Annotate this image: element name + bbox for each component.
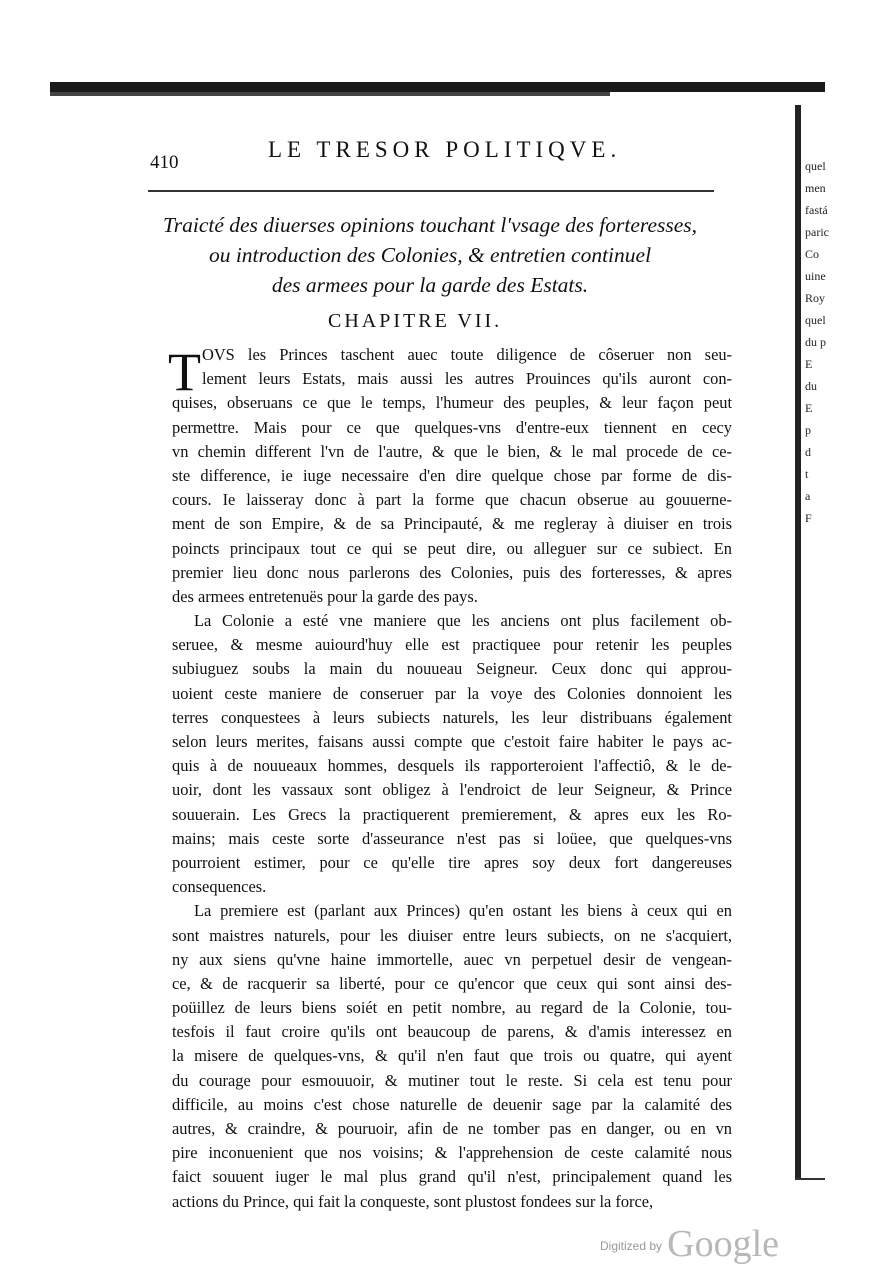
margin-fragment: paric [805, 225, 829, 239]
text-line: la misere de quelques-vns, & qu'il n'en faut que trois ou quatre, qui ayent [172, 1046, 732, 1066]
text-line: poincts principaux tout ce qui se peut dire, ou alleguer sur ce subiect. En [172, 538, 732, 558]
margin-fragment: quel [805, 313, 826, 327]
text-line: poüillez de leurs biens soiét en petit nombre, au regard de la Colonie, tou- [172, 998, 732, 1018]
text-line: actions du Prince, qui fait la conqueste, sont plustost fondees sur la force, [172, 1191, 654, 1211]
text-line: pire inconuenient que nos voisins; & l'apprehension de ceste calamité nous [172, 1143, 732, 1163]
margin-fragment: t [805, 467, 809, 481]
text-line: ste difference, ie iuge necessaire d'en dire quelque chose par forme de dis- [172, 465, 732, 485]
text-line: faict souuent iuger le mal plus grand qu'il n'est, principalement quand les [172, 1167, 732, 1187]
text-line: sont maistres naturels, pour les diuiser entre leurs subiects, on ne s'acquiert, [172, 925, 732, 945]
text-line: quis à de nouueaux hommes, desquels ils rapporteroient l'affectiô, & le de- [172, 756, 732, 776]
text-line: autres, & craindre, & pouruoir, afin de ne tomber pas en danger, ou en vn [172, 1119, 732, 1138]
gutter-bottom-mark [795, 1178, 825, 1180]
text-line: uoient ceste maniere de conseruer par la voye des Colonies donnoient les [172, 683, 732, 703]
margin-fragment: d [805, 445, 811, 459]
margin-fragment: uine [805, 269, 826, 283]
digitized-by-google-watermark [600, 1222, 779, 1266]
text-line: OVS les Princes taschent auec toute diligence de côseruer non seu- [202, 345, 732, 364]
watermark-prefix: Digitized by [600, 1239, 663, 1253]
margin-fragment: quel [805, 159, 826, 173]
text-line: subiuguez soubs la main du nouueau Seigneur. Ceux donc qui approu- [172, 659, 732, 679]
text-line: souuerain. Les Grecs la practiquerent premierement, & apres eux les Ro- [172, 804, 732, 824]
margin-fragment: E [805, 401, 813, 415]
page-number: 410 [150, 152, 179, 173]
margin-fragment: F [805, 511, 812, 525]
text-line: permettre. Mais pour ce que quelques-vns d'entre-eux tiennent en cecy [172, 417, 732, 437]
text-line: cours. Ie laisseray donc à part la forme que chacun obserue au gouuerne- [172, 490, 732, 510]
margin-fragment: fastá [805, 203, 828, 217]
drop-cap: T [168, 342, 201, 402]
facing-page-fragments [805, 155, 831, 529]
margin-fragment: Co [805, 247, 820, 261]
text-line: tesfois il faut croire qu'ils ont beaucoup de parens, & d'amis interessez en [172, 1022, 732, 1042]
running-head: LE TRESOR POLITIQVE. [268, 137, 622, 162]
text-line: des armees entretenuës pour la garde des pays. [172, 586, 478, 606]
text-line: ment de son Empire, & de sa Principauté, & me regleray à diuiser en trois [172, 514, 732, 534]
title-line: ou introduction des Colonies, & entretien continuel [208, 243, 652, 267]
title-line: Traicté des diuerses opinions touchant l'vsage des forteresses, [162, 213, 698, 237]
text-line: du courage pour esmouuoir, & mutiner tout le reste. Si cela est tenu pour [172, 1070, 732, 1090]
margin-fragment: E [805, 357, 813, 371]
text-line: seruee, & mesme auiourd'huy elle est practiquee pour retenir les peuples [172, 635, 732, 655]
chapter-heading: CHAPITRE VII. [328, 310, 503, 332]
text-line: mains; mais ceste sorte d'asseurance n'est pas si loüee, que quelques-vns [172, 828, 732, 848]
treatise-title [150, 210, 710, 300]
top-scan-border [50, 82, 825, 92]
text-line: vn chemin different l'vn de l'autre, & que le bien, & le mal procede de ce- [172, 441, 732, 461]
google-logo: Google [667, 1223, 779, 1265]
margin-fragment: p [805, 423, 811, 437]
text-line: La premiere est (parlant aux Princes) qu'en ostant les biens à ceux qui en [194, 901, 732, 921]
header-rule [148, 190, 714, 192]
text-line: consequences. [172, 877, 267, 897]
margin-fragment: men [805, 181, 826, 195]
margin-fragment: Roy [805, 291, 826, 305]
text-line: quises, obseruans ce que le temps, l'humeur des peuples, & leur façon peut [172, 393, 732, 413]
margin-fragment: du p [805, 335, 826, 349]
text-line: selon leurs merites, faisans aussi compte que c'estoit faire habiter le pays ac- [172, 732, 732, 751]
body-text [168, 342, 732, 1214]
text-line: terres conquestees à leurs subiects naturels, les leur distribuans également [172, 707, 732, 727]
text-line: pourroient estimer, pour ce qu'elle tire apres soy deux fort dangereuses [172, 852, 732, 872]
text-line: difficile, au moins c'est chose naturelle de deuenir sage par la calamité des [172, 1094, 732, 1114]
margin-fragment: a [805, 489, 811, 503]
text-line: ny aux siens qu'vne haine immortelle, auec vn perpetuel desir de vengean- [172, 949, 732, 969]
text-line: ce, & de racquerir sa liberté, pour ce qu'encor que ceux qui sont ainsi des- [172, 973, 732, 993]
text-line: lement leurs Estats, mais aussi les autres Prouinces qu'ils auront con- [202, 369, 732, 389]
title-line: des armees pour la garde des Estats. [271, 273, 589, 297]
top-scan-border-shadow [50, 92, 610, 96]
text-line: premier lieu donc nous parlerons des Colonies, puis des forteresses, & apres [172, 562, 732, 582]
text-line: La Colonie a esté vne maniere que les anciens ont plus facilement ob- [194, 611, 732, 631]
page-gutter-edge [795, 105, 801, 1180]
text-line: uoir, dont les vassaux sont obligez à l'endroict de leur Seigneur, & Prince [172, 780, 732, 800]
margin-fragment: du [805, 379, 817, 393]
